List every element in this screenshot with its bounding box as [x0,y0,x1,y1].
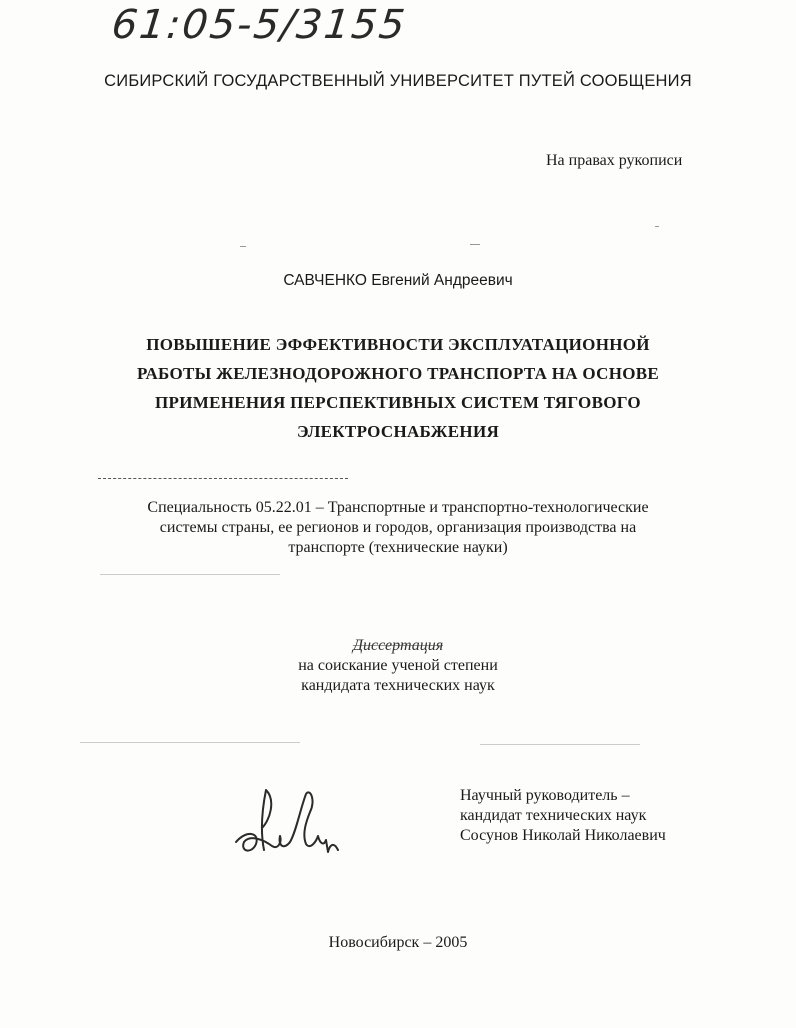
degree-line: на соискание ученой степени [298,657,498,674]
title-line: РАБОТЫ ЖЕЛЕЗНОДОРОЖНОГО ТРАНСПОРТА НА ОСНОВЕ [136,364,660,383]
handwritten-catalog-number: 61:05-5/3155 [109,2,409,48]
author-name: САВЧЕНКО Евгений Андреевич [283,272,513,289]
title-line: ЭЛЕКТРОСНАБЖЕНИЯ [296,422,500,441]
dissertation-block [0,636,796,696]
title-line: ПОВЫШЕНИЕ ЭФФЕКТИВНОСТИ ЭКСПЛУАТАЦИОННОЙ [146,335,650,354]
title-line: ПРИМЕНЕНИЯ ПЕРСПЕКТИВНЫХ СИСТЕМ ТЯГОВОГО [155,393,641,412]
supervisor-name: Сосунов Николай Николаевич [460,827,666,844]
dissertation-title [60,330,736,446]
university-name: СИБИРСКИЙ ГОСУДАРСТВЕННЫЙ УНИВЕРСИТЕТ ПУТЕЙ СООБЩЕНИЯ [104,72,692,90]
specialty-line: системы страны, ее регионов и городов, организация производства на [159,519,637,536]
specialty-line: Специальность 05.22.01 – Транспортные и транспортно-технологические [147,499,649,516]
supervisor-block [460,786,666,846]
dissertation-word: Диссертация [352,637,444,654]
specialty-block [90,498,706,558]
city-year: Новосибирск – 2005 [328,934,468,951]
scan-speck [100,574,280,575]
scan-speck [80,742,300,743]
scan-speck [655,226,659,227]
scan-speck [240,246,246,247]
supervisor-title: Научный руководитель – [460,787,630,804]
divider-line [98,478,348,479]
scan-speck [480,744,640,745]
supervisor-degree: кандидат технических наук [460,807,647,824]
scan-speck [470,244,480,245]
specialty-line: транспорте (технические науки) [288,539,508,556]
handwritten-signature [226,780,346,870]
degree-line: кандидата технических наук [301,677,495,694]
manuscript-rights-note: На правах рукописи [546,152,683,169]
